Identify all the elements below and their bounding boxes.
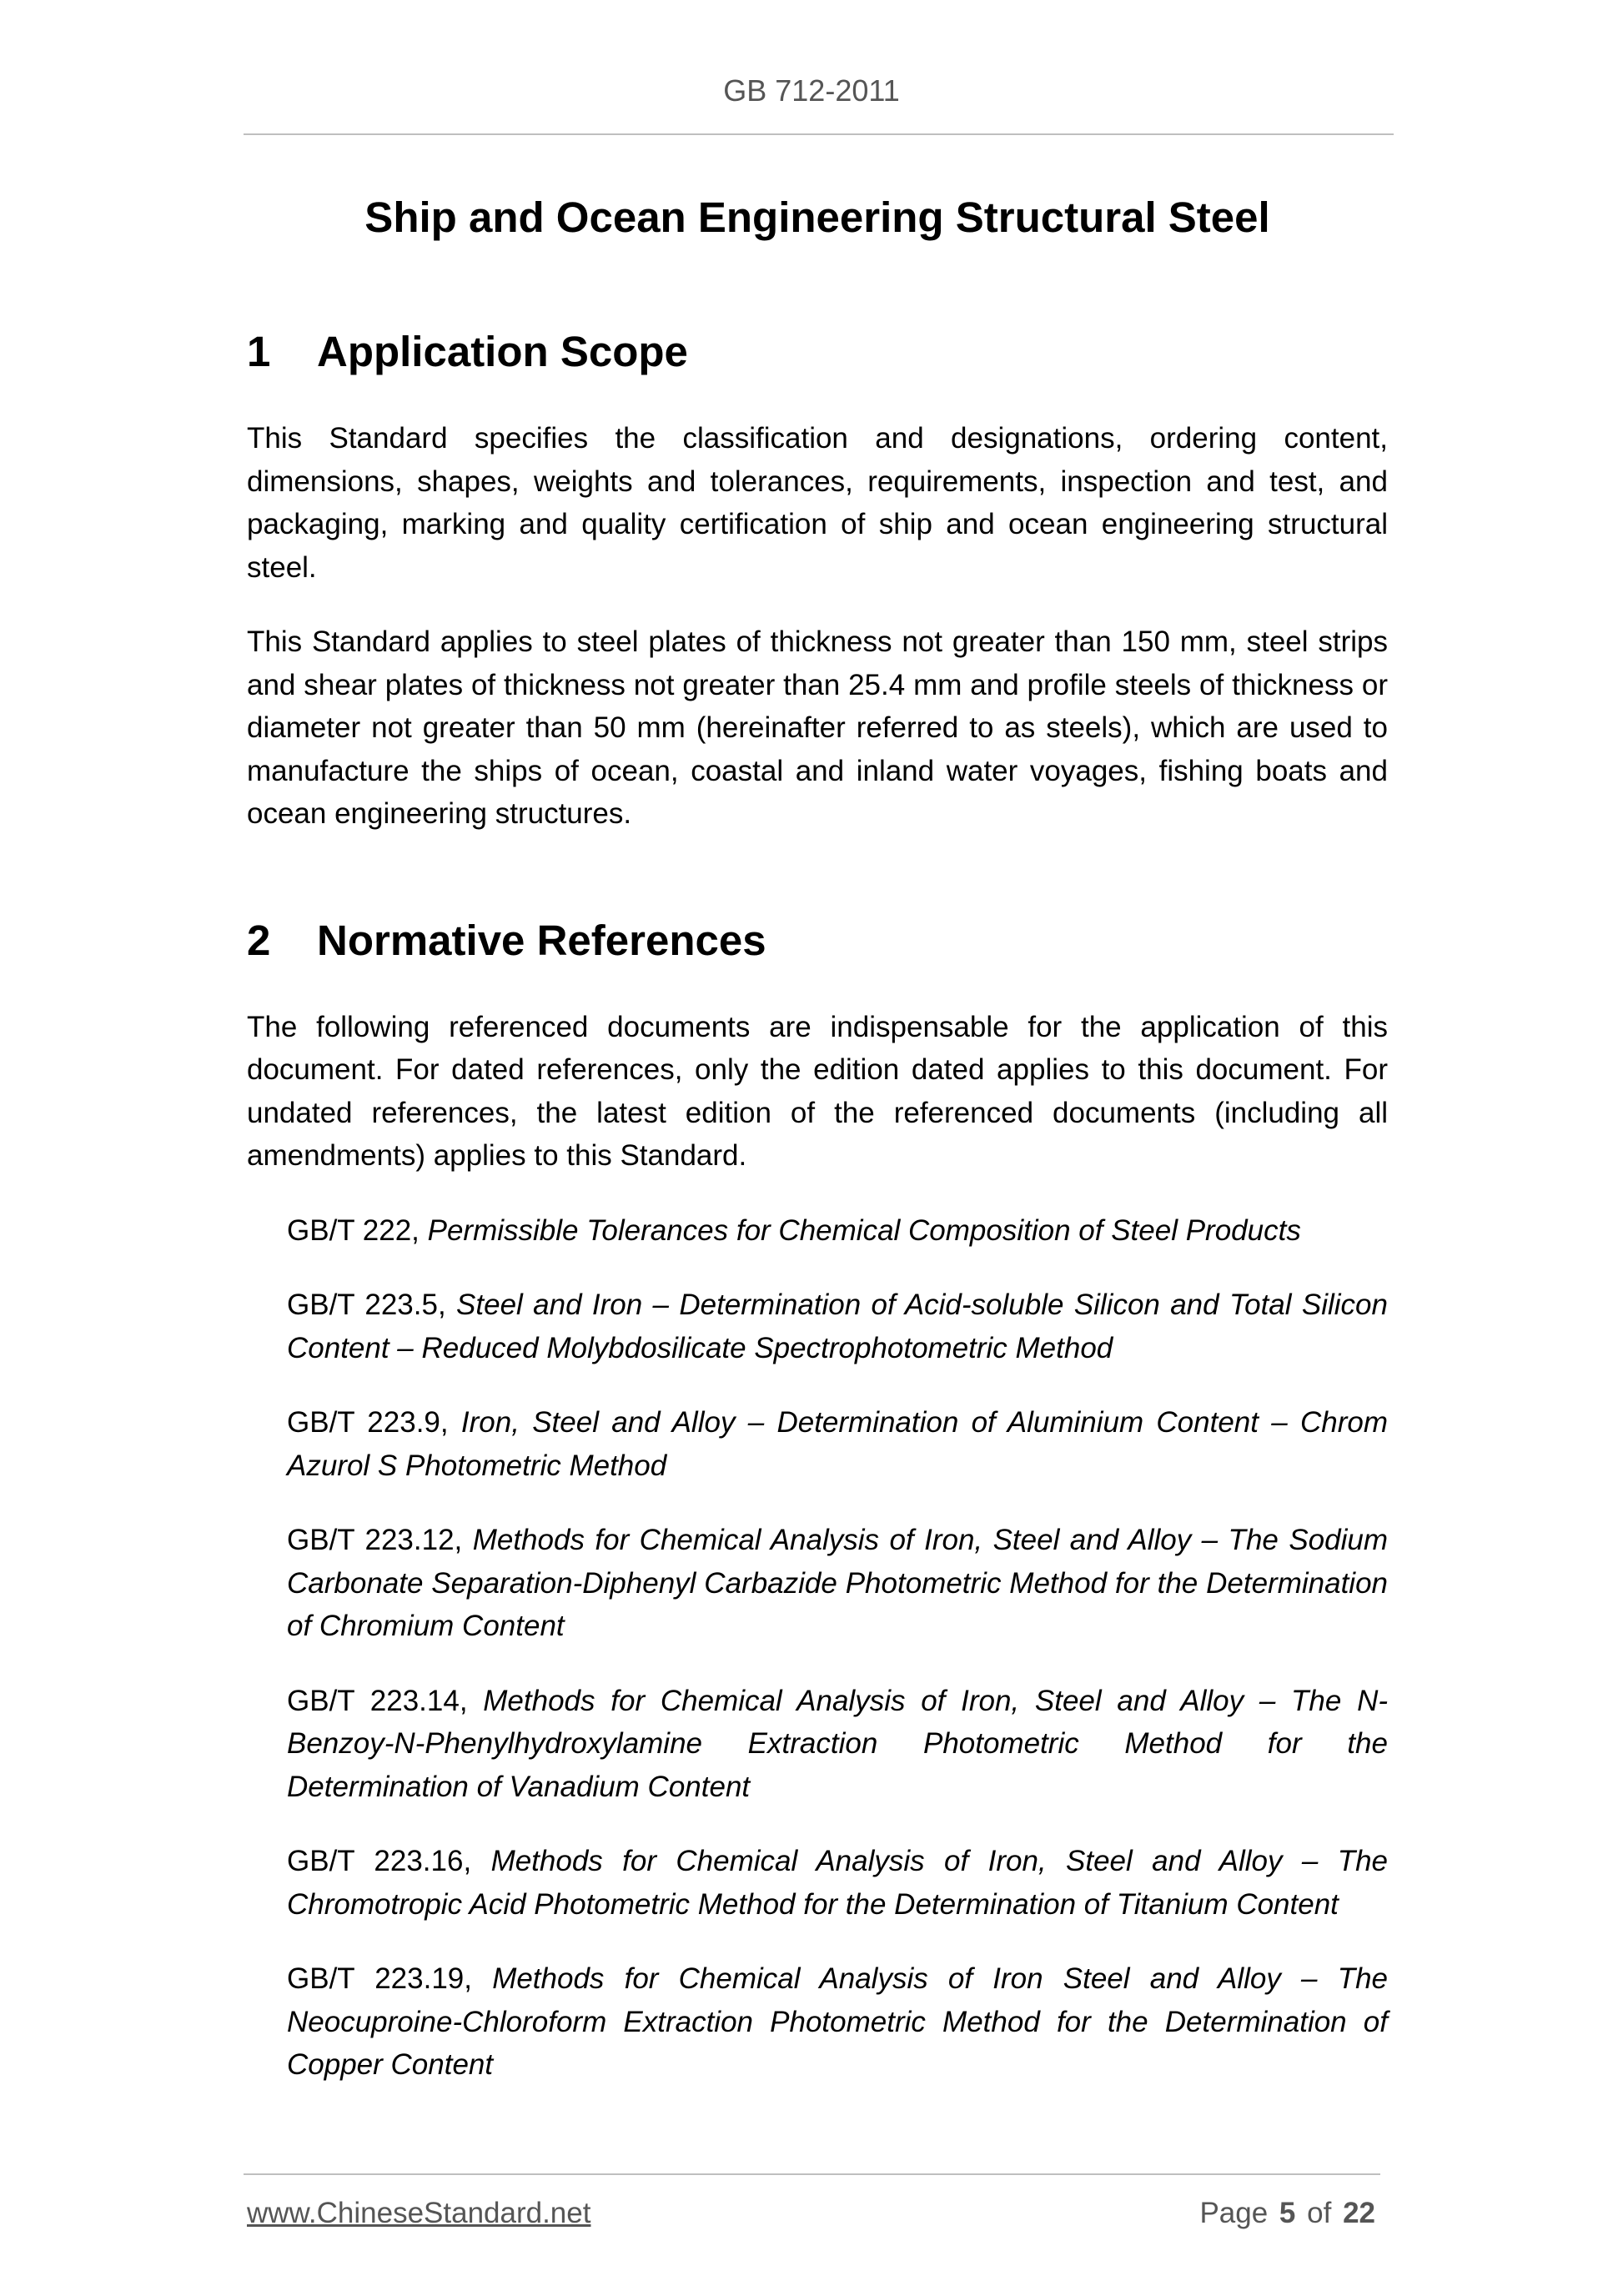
section-number: 1 — [247, 328, 271, 375]
page-of-label: of — [1307, 2197, 1332, 2229]
document-title: Ship and Ocean Engineering Structural Steel — [364, 193, 1270, 241]
section-heading — [247, 324, 1388, 380]
reference-code: GB/T 223.9, — [287, 1406, 461, 1439]
reference-title: Methods for Chemical Analysis of Iron, Steel and Alloy – The N-Benzoy-N-Phenylhydroxylamine Extraction Photometric Method for the Determination of Vanadium Content — [287, 1684, 1388, 1803]
section-title: Application Scope — [317, 328, 688, 375]
section-title: Normative References — [317, 916, 766, 964]
page-label: Page — [1199, 2197, 1269, 2229]
reference-title: Methods for Chemical Analysis of Iron, Steel and Alloy – The Sodium Carbonate Separation-Diphenyl Carbazide Photometric Method for the Determination of Chromium Content — [287, 1524, 1388, 1642]
reference-title: Steel and Iron – Determination of Acid-soluble Silicon and Total Silicon Content – Reduced Molybdosilicate Spectrophotometric Method — [287, 1289, 1388, 1364]
reference-code: GB/T 222, — [287, 1213, 428, 1247]
reference-code: GB/T 223.19, — [287, 1962, 493, 1995]
section-number: 2 — [247, 916, 271, 964]
reference-item — [287, 1401, 1388, 1487]
references-intro-paragraph: The following referenced documents are indispensable for the application of this document. For dated references, only the edition dated applies to this document. For undated references, the latest edition of the referenced documents (including all amendments) applies to this Standard. — [247, 1010, 1388, 1172]
reference-title: Permissible Tolerances for Chemical Composition of Steel Products — [427, 1213, 1301, 1247]
header-divider — [244, 133, 1394, 135]
reference-list — [247, 1209, 1388, 2087]
reference-item — [287, 1680, 1388, 1809]
document-body — [247, 188, 1388, 2118]
reference-item — [287, 1209, 1388, 1253]
scope-paragraph: This Standard applies to steel plates of thickness not greater than 150 mm, steel strips and shear plates of thickness not greater than 25.4 mm and profile steels of thickness or diameter not greater than 50 mm (hereinafter referred to as steels), which are used to manufacture the ships of ocean, coastal and inland water voyages, fishing boats and ocean engineering structures. — [247, 625, 1388, 830]
page-total: 22 — [1343, 2197, 1375, 2229]
page-header-standard-code: GB 712-2011 — [723, 73, 900, 108]
section-heading — [247, 912, 1388, 969]
section-application-scope — [247, 324, 1388, 836]
reference-item — [287, 1840, 1388, 1926]
reference-item — [287, 1519, 1388, 1648]
footer-divider — [244, 2173, 1380, 2175]
page-current: 5 — [1279, 2197, 1296, 2229]
reference-item — [287, 1284, 1388, 1369]
scope-paragraph: This Standard specifies the classification and designations, ordering content, dimensions, shapes, weights and tolerances, requirements, inspection and test, and packaging, marking and quality certification of ship and ocean engineering structural steel. — [247, 422, 1388, 584]
reference-code: GB/T 223.16, — [287, 1845, 491, 1877]
section-normative-references — [247, 912, 1388, 2087]
page-number — [1199, 2197, 1375, 2230]
reference-code: GB/T 223.5, — [287, 1289, 457, 1321]
reference-title: Methods for Chemical Analysis of Iron Steel and Alloy – The Neocuproine-Chloroform Extraction Photometric Method for the Determination of Copper Content — [287, 1962, 1389, 2081]
reference-code: GB/T 223.14, — [287, 1684, 484, 1717]
reference-title: Iron, Steel and Alloy – Determination of Aluminium Content – Chrom Azurol S Photometric Method — [287, 1406, 1388, 1482]
website-link[interactable]: www.ChineseStandard.net — [247, 2197, 591, 2229]
reference-code: GB/T 223.12, — [287, 1524, 473, 1556]
reference-item — [287, 1957, 1388, 2087]
reference-title: Methods for Chemical Analysis of Iron, Steel and Alloy – The Chromotropic Acid Photometric Method for the Determination of Titanium Content — [287, 1845, 1389, 1921]
